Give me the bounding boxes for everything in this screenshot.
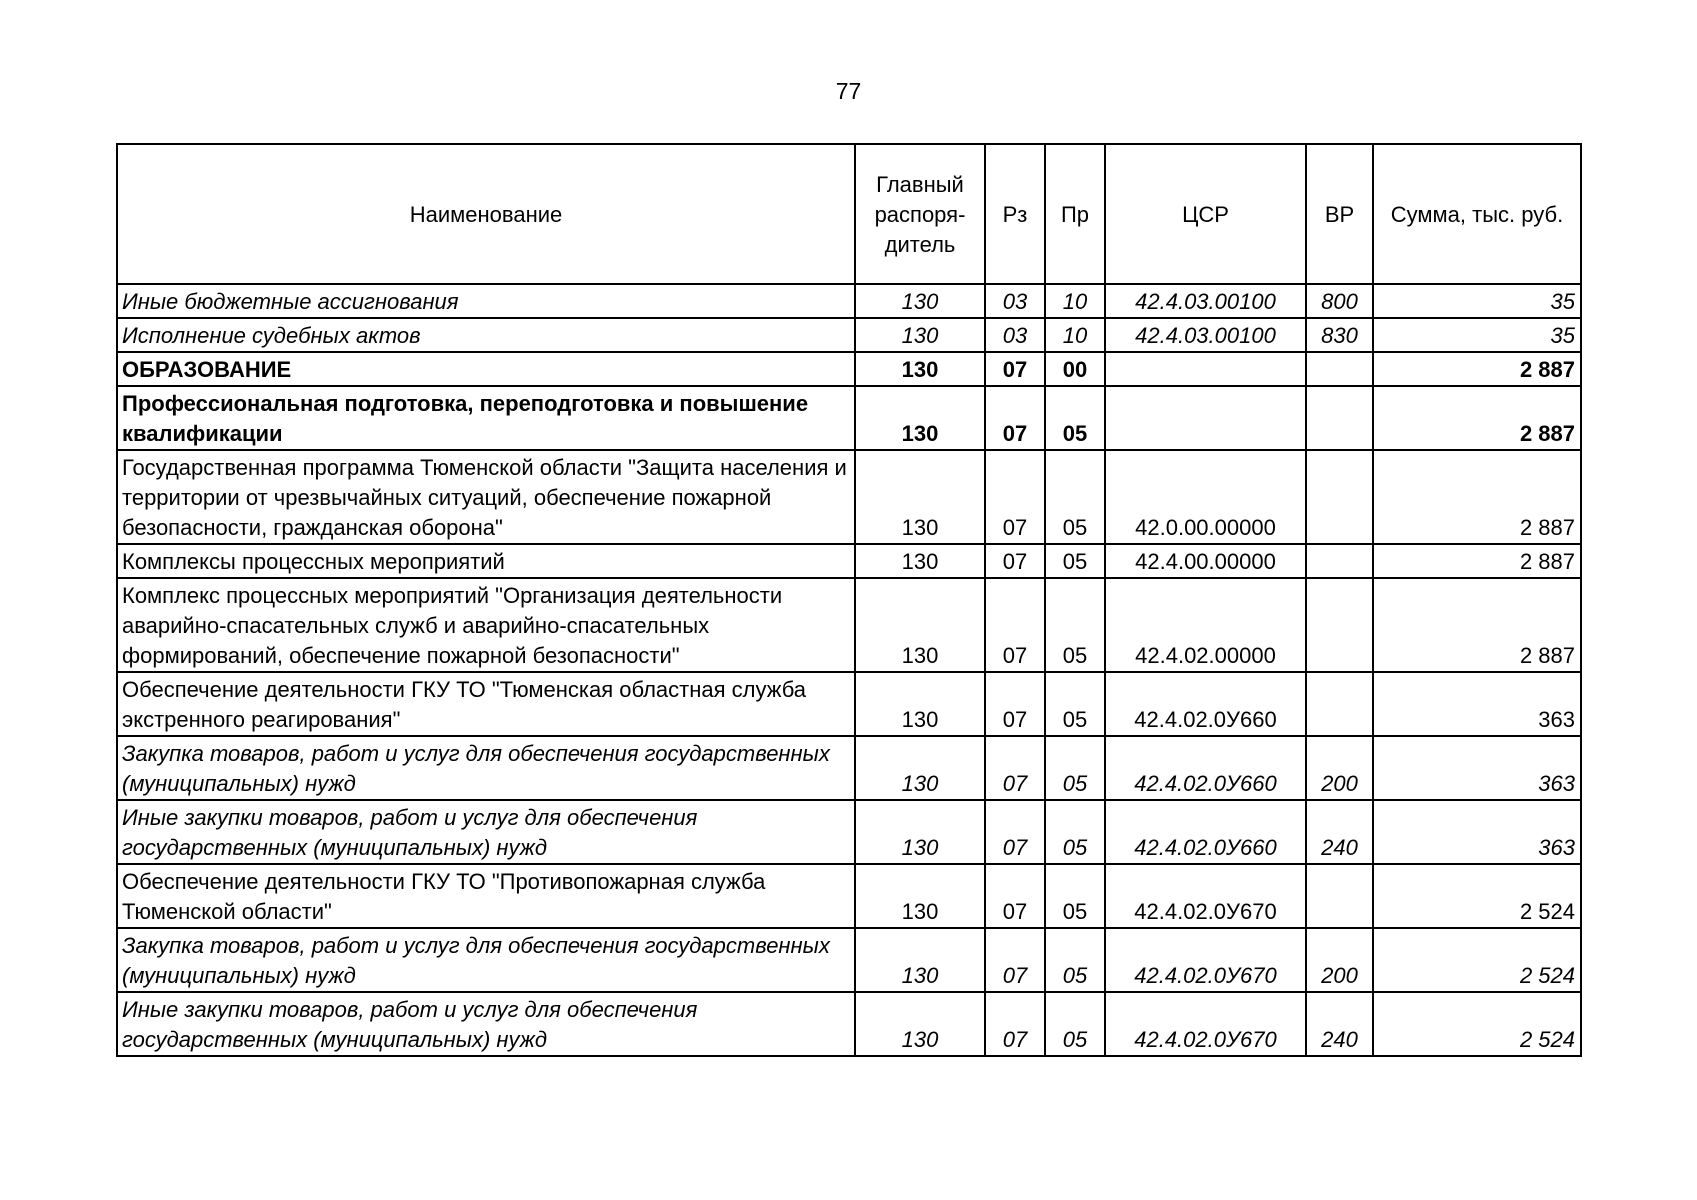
cell-subsection: 00: [1045, 352, 1105, 386]
cell-expense-type: [1306, 544, 1373, 578]
cell-amount: 2 887: [1373, 352, 1581, 386]
cell-subsection: 05: [1045, 928, 1105, 992]
cell-target-article: [1105, 352, 1306, 386]
cell-amount: 363: [1373, 672, 1581, 736]
cell-name: Иные закупки товаров, работ и услуг для обеспечения государственных (муниципальных) нужд: [117, 800, 855, 864]
cell-section: 07: [985, 736, 1045, 800]
cell-section: 07: [985, 386, 1045, 450]
cell-expense-type: 240: [1306, 992, 1373, 1056]
cell-name: Иные бюджетные ассигнования: [117, 284, 855, 318]
cell-main-manager: 130: [855, 578, 985, 672]
cell-main-manager: 130: [855, 736, 985, 800]
cell-section: 07: [985, 992, 1045, 1056]
cell-subsection: 05: [1045, 672, 1105, 736]
cell-main-manager: 130: [855, 352, 985, 386]
cell-target-article: 42.4.02.0У670: [1105, 928, 1306, 992]
table-row: [117, 800, 1581, 864]
cell-amount: 2 524: [1373, 864, 1581, 928]
cell-section: 03: [985, 318, 1045, 352]
header-main-manager: Главный распоря-дитель: [855, 144, 985, 284]
header-name: Наименование: [117, 144, 855, 284]
cell-amount: 363: [1373, 800, 1581, 864]
cell-expense-type: [1306, 450, 1373, 544]
cell-main-manager: 130: [855, 800, 985, 864]
cell-expense-type: [1306, 672, 1373, 736]
cell-subsection: 05: [1045, 992, 1105, 1056]
cell-expense-type: 830: [1306, 318, 1373, 352]
table-row: [117, 992, 1581, 1056]
cell-subsection: 05: [1045, 864, 1105, 928]
cell-subsection: 05: [1045, 450, 1105, 544]
cell-target-article: 42.4.00.00000: [1105, 544, 1306, 578]
cell-name: Закупка товаров, работ и услуг для обеспечения государственных (муниципальных) нужд: [117, 928, 855, 992]
cell-name: Исполнение судебных актов: [117, 318, 855, 352]
table-body: [117, 284, 1581, 1056]
cell-section: 07: [985, 544, 1045, 578]
cell-expense-type: 800: [1306, 284, 1373, 318]
cell-target-article: 42.0.00.00000: [1105, 450, 1306, 544]
cell-main-manager: 130: [855, 544, 985, 578]
header-subsection: Пр: [1045, 144, 1105, 284]
table-row: [117, 318, 1581, 352]
cell-expense-type: [1306, 386, 1373, 450]
cell-main-manager: 130: [855, 318, 985, 352]
cell-main-manager: 130: [855, 864, 985, 928]
header-target-article: ЦСР: [1105, 144, 1306, 284]
cell-main-manager: 130: [855, 928, 985, 992]
cell-subsection: 05: [1045, 386, 1105, 450]
cell-name: Обеспечение деятельности ГКУ ТО "Противопожарная служба Тюменской области": [117, 864, 855, 928]
cell-name: Закупка товаров, работ и услуг для обеспечения государственных (муниципальных) нужд: [117, 736, 855, 800]
cell-expense-type: [1306, 578, 1373, 672]
cell-name: Профессиональная подготовка, переподготовка и повышение квалификации: [117, 386, 855, 450]
table-row: [117, 578, 1581, 672]
cell-section: 07: [985, 928, 1045, 992]
cell-main-manager: 130: [855, 992, 985, 1056]
cell-main-manager: 130: [855, 450, 985, 544]
cell-section: 07: [985, 800, 1045, 864]
budget-table: [116, 143, 1582, 1057]
cell-amount: 2 524: [1373, 992, 1581, 1056]
cell-subsection: 05: [1045, 736, 1105, 800]
cell-section: 07: [985, 578, 1045, 672]
cell-amount: 35: [1373, 318, 1581, 352]
cell-section: 07: [985, 864, 1045, 928]
cell-expense-type: 200: [1306, 928, 1373, 992]
cell-name: Иные закупки товаров, работ и услуг для обеспечения государственных (муниципальных) нужд: [117, 992, 855, 1056]
cell-expense-type: 240: [1306, 800, 1373, 864]
cell-main-manager: 130: [855, 386, 985, 450]
cell-subsection: 05: [1045, 544, 1105, 578]
page-number: 77: [835, 78, 862, 104]
cell-section: 07: [985, 352, 1045, 386]
table-row: [117, 544, 1581, 578]
cell-amount: 2 887: [1373, 450, 1581, 544]
cell-target-article: 42.4.02.0У660: [1105, 736, 1306, 800]
table-row: [117, 672, 1581, 736]
cell-subsection: 05: [1045, 578, 1105, 672]
table-row: [117, 386, 1581, 450]
header-amount: Сумма, тыс. руб.: [1373, 144, 1581, 284]
cell-amount: 2 887: [1373, 578, 1581, 672]
cell-section: 07: [985, 672, 1045, 736]
cell-expense-type: [1306, 352, 1373, 386]
cell-subsection: 10: [1045, 284, 1105, 318]
table-row: [117, 864, 1581, 928]
cell-amount: 363: [1373, 736, 1581, 800]
cell-target-article: 42.4.03.00100: [1105, 284, 1306, 318]
table-row: [117, 928, 1581, 992]
cell-expense-type: 200: [1306, 736, 1373, 800]
header-row: [117, 144, 1581, 284]
cell-name: Комплексы процессных мероприятий: [117, 544, 855, 578]
cell-subsection: 10: [1045, 318, 1105, 352]
table-row: [117, 450, 1581, 544]
cell-expense-type: [1306, 864, 1373, 928]
table-row: [117, 284, 1581, 318]
header-expense-type: ВР: [1306, 144, 1373, 284]
cell-name: Обеспечение деятельности ГКУ ТО "Тюменская областная служба экстренного реагирования": [117, 672, 855, 736]
cell-name: Комплекс процессных мероприятий "Организация деятельности аварийно-спасательных служб и аварийно-спасательных формирований, обеспечение пожарной безопасности": [117, 578, 855, 672]
cell-target-article: [1105, 386, 1306, 450]
cell-name: ОБРАЗОВАНИЕ: [117, 352, 855, 386]
header-section: Рз: [985, 144, 1045, 284]
table-row: [117, 352, 1581, 386]
cell-amount: 2 887: [1373, 386, 1581, 450]
cell-amount: 2 887: [1373, 544, 1581, 578]
cell-target-article: 42.4.02.0У660: [1105, 800, 1306, 864]
cell-target-article: 42.4.02.00000: [1105, 578, 1306, 672]
cell-amount: 35: [1373, 284, 1581, 318]
cell-subsection: 05: [1045, 800, 1105, 864]
cell-section: 03: [985, 284, 1045, 318]
cell-section: 07: [985, 450, 1045, 544]
cell-target-article: 42.4.02.0У670: [1105, 864, 1306, 928]
cell-main-manager: 130: [855, 284, 985, 318]
cell-name: Государственная программа Тюменской области "Защита населения и территории от чрезвычайных ситуаций, обеспечение пожарной безопасности, гражданская оборона": [117, 450, 855, 544]
table-row: [117, 736, 1581, 800]
cell-target-article: 42.4.02.0У660: [1105, 672, 1306, 736]
cell-target-article: 42.4.03.00100: [1105, 318, 1306, 352]
cell-amount: 2 524: [1373, 928, 1581, 992]
cell-main-manager: 130: [855, 672, 985, 736]
cell-target-article: 42.4.02.0У670: [1105, 992, 1306, 1056]
